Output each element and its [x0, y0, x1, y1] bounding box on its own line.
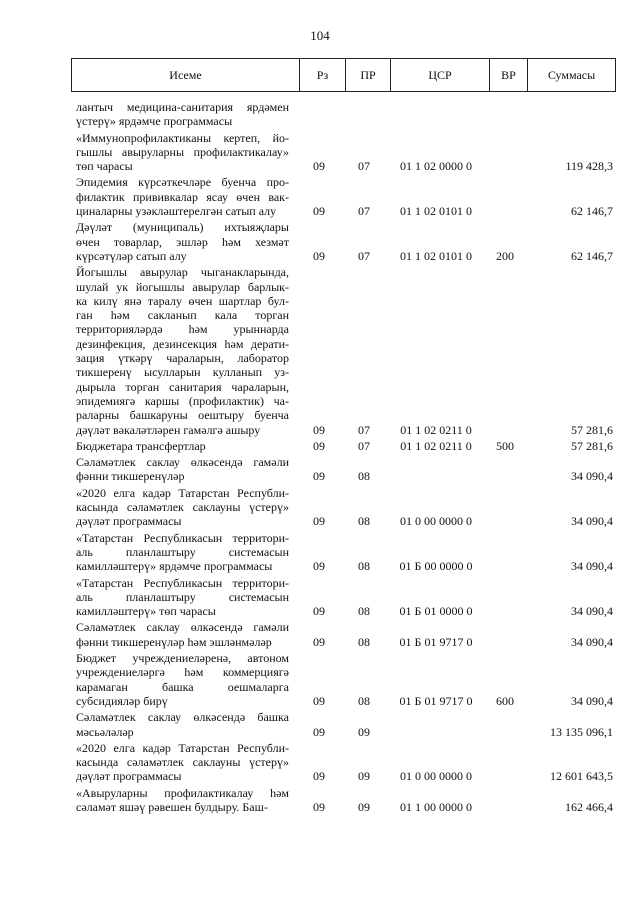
- row-name-line: «Иммунопрофилактиканы кертеп, йо-: [76, 130, 289, 145]
- row-name: [76, 220, 289, 263]
- row-pr: 07: [358, 159, 370, 174]
- table-row: [0, 265, 640, 439]
- row-rz: 09: [313, 604, 325, 619]
- row-vr: 600: [496, 693, 514, 708]
- row-name-line: фәнни тикшеренүләр һәм эшләнмәләр: [76, 634, 272, 649]
- row-name-line: лантыч медицина-санитария ярдәмен: [76, 100, 289, 114]
- row-name-line: «2020 елга кадәр Татарстан Республи-: [76, 740, 289, 755]
- row-rz: 09: [313, 514, 325, 529]
- row-rz: 09: [313, 693, 325, 708]
- row-name-line: Бюджетара трансфертлар: [76, 438, 206, 453]
- table-body: [0, 100, 640, 816]
- row-rz: 09: [313, 204, 325, 219]
- row-name-line: «Авыруларны профилактикалау һәм: [76, 785, 289, 800]
- row-name-line: дәүләт программасы: [76, 514, 182, 529]
- table-row: [0, 100, 640, 131]
- row-name: [76, 439, 289, 453]
- row-sum: 12 601 643,5: [550, 769, 613, 784]
- row-rz: 09: [313, 634, 325, 649]
- row-name-line: Дәүләт (муниципаль) ихтыяҗлары: [76, 220, 289, 235]
- table-row: [0, 710, 640, 741]
- row-pr: 09: [358, 799, 370, 814]
- table-row: [0, 455, 640, 486]
- table-row: [0, 131, 640, 176]
- row-sum: 62 146,7: [571, 204, 613, 219]
- page-number: 104: [310, 28, 330, 43]
- row-name: [76, 531, 289, 574]
- row-name-line: күрсәтүләр сатып алу: [76, 248, 187, 263]
- row-vr: 500: [496, 438, 514, 453]
- row-rz: 09: [313, 799, 325, 814]
- row-name-line: зация үткәрү чараларын, лаборатор: [76, 351, 289, 366]
- row-csr: 01 Б 01 9717 0: [399, 693, 473, 708]
- row-rz: 09: [313, 469, 325, 484]
- row-sum: 119 428,3: [565, 159, 613, 174]
- row-name-line: камилләштерү» ярдәмче программасы: [76, 559, 273, 574]
- row-csr: 01 Б 01 9717 0: [399, 634, 473, 649]
- table-row: [0, 220, 640, 265]
- table-row: [0, 741, 640, 786]
- table-header: [71, 58, 616, 92]
- row-sum: 34 090,4: [571, 634, 613, 649]
- row-csr: 01 Б 01 0000 0: [399, 604, 473, 619]
- row-pr: 07: [358, 438, 370, 453]
- row-name-line: үстерү» ярдәмче программасы: [76, 114, 233, 129]
- row-name-line: аль планлаштыру системасын: [76, 589, 289, 604]
- row-pr: 07: [358, 204, 370, 219]
- row-name: [76, 741, 289, 784]
- table-row: [0, 175, 640, 220]
- row-pr: 08: [358, 514, 370, 529]
- row-rz: 09: [313, 248, 325, 263]
- row-name-line: «2020 елга кадәр Татарстан Республи-: [76, 485, 289, 500]
- row-rz: 09: [313, 769, 325, 784]
- row-name: [76, 175, 289, 218]
- row-pr: 08: [358, 469, 370, 484]
- row-csr: 01 0 00 0000 0: [400, 514, 472, 529]
- row-name-line: гышлы авыруларны профилактикалау»: [76, 144, 289, 159]
- row-name-line: эпидемиягә каршы (профилактик) ча-: [76, 393, 289, 408]
- row-name-line: карамаган башка оешмаларга: [76, 679, 289, 694]
- row-sum: 34 090,4: [571, 693, 613, 708]
- row-csr: 01 1 00 0000 0: [400, 799, 472, 814]
- table-row: [0, 620, 640, 651]
- row-name-line: раларны башкаруны оештыру буенча: [76, 408, 289, 423]
- row-sum: 62 146,7: [571, 248, 613, 263]
- row-pr: 08: [358, 634, 370, 649]
- row-csr: 01 1 02 0101 0: [400, 204, 472, 219]
- row-name: [76, 455, 289, 484]
- header-pr: ПР: [345, 59, 390, 91]
- row-sum: 34 090,4: [571, 514, 613, 529]
- row-sum: 34 090,4: [571, 469, 613, 484]
- row-name: [76, 100, 289, 129]
- row-csr: 01 1 02 0000 0: [400, 159, 472, 174]
- row-name-line: сәламәт яшәү рәвешен булдыру. Баш-: [76, 799, 268, 814]
- table-row: [0, 576, 640, 621]
- table-row: [0, 486, 640, 531]
- row-sum: 34 090,4: [571, 559, 613, 574]
- row-name: [76, 486, 289, 529]
- row-name-line: Сәламәтлек саклау өлкәсендә башка: [76, 710, 289, 725]
- row-name-line: касында сәламәтлек саклауны үстерү»: [76, 500, 289, 515]
- row-name: [76, 576, 289, 619]
- row-name-line: ка килү янә таралу өчен шартлар бул-: [76, 293, 289, 308]
- row-csr: 01 1 02 0211 0: [400, 422, 472, 437]
- row-rz: 09: [313, 559, 325, 574]
- table-row: [0, 786, 640, 817]
- row-name-line: Эпидемия күрсәткечләре буенча про-: [76, 175, 289, 190]
- header-sum: Суммасы: [527, 59, 615, 91]
- row-pr: 07: [358, 248, 370, 263]
- row-name-line: филактик прививкалар ясау өчен вак-: [76, 189, 289, 204]
- row-vr: 200: [496, 248, 514, 263]
- row-name-line: субсидияләр бирү: [76, 693, 168, 708]
- row-sum: 57 281,6: [571, 422, 613, 437]
- row-csr: 01 0 00 0000 0: [400, 769, 472, 784]
- row-name-line: Бюджет учреждениеләренә, автоном: [76, 651, 289, 666]
- row-pr: 09: [358, 724, 370, 739]
- table-row: [0, 651, 640, 710]
- row-name-line: территорияләрдә һәм урыннарда: [76, 322, 289, 337]
- row-pr: 08: [358, 604, 370, 619]
- row-name-line: камилләштерү» төп чарасы: [76, 604, 216, 619]
- row-name-line: Йогышлы авырулар чыганакларында,: [76, 265, 289, 280]
- row-name-line: «Татарстан Республикасын территори-: [76, 575, 289, 590]
- header-vr: ВР: [489, 59, 527, 91]
- row-csr: 01 1 02 0101 0: [400, 248, 472, 263]
- row-name-line: дырыла торган санитария чараларын,: [76, 379, 289, 394]
- row-name-line: циналарны узәкләштерелгән сатып алу: [76, 204, 277, 219]
- row-csr: 01 Б 00 0000 0: [399, 559, 473, 574]
- row-rz: 09: [313, 438, 325, 453]
- row-pr: 09: [358, 769, 370, 784]
- row-name-line: аль планлаштыру системасын: [76, 544, 289, 559]
- row-name-line: өчен товарлар, эшләр һәм хезмәт: [76, 234, 289, 249]
- row-pr: 08: [358, 559, 370, 574]
- row-name-line: касында сәламәтлек саклауны үстерү»: [76, 755, 289, 770]
- row-name-line: тикшеренү ысулларын кулланып уз-: [76, 365, 289, 380]
- row-sum: 57 281,6: [571, 438, 613, 453]
- row-name: [76, 265, 289, 437]
- row-name: [76, 131, 289, 174]
- row-sum: 13 135 096,1: [550, 724, 613, 739]
- row-rz: 09: [313, 159, 325, 174]
- header-csr: ЦСР: [390, 59, 489, 91]
- row-name-line: фәнни тикшеренүләр: [76, 469, 185, 484]
- row-pr: 08: [358, 693, 370, 708]
- row-name-line: дәүләт вәкаләтләрен гамәлгә ашыру: [76, 422, 261, 437]
- header-rz: Рз: [299, 59, 345, 91]
- row-name-line: төп чарасы: [76, 159, 133, 174]
- row-name-line: мәсьәләләр: [76, 724, 134, 739]
- row-sum: 162 466,4: [565, 799, 613, 814]
- row-name-line: Сәламәтлек саклау өлкәсендә гамәли: [76, 620, 289, 635]
- row-name: [76, 620, 289, 649]
- row-name-line: «Татарстан Республикасын территори-: [76, 530, 289, 545]
- row-name: [76, 710, 289, 739]
- row-pr: 07: [358, 422, 370, 437]
- row-name: [76, 651, 289, 708]
- row-sum: 34 090,4: [571, 604, 613, 619]
- row-rz: 09: [313, 724, 325, 739]
- table-row: [0, 531, 640, 576]
- row-name-line: дезинфекция, дезинсекция һәм дерати-: [76, 336, 289, 351]
- row-rz: 09: [313, 422, 325, 437]
- row-name: [76, 786, 289, 815]
- row-name-line: ган һәм сакланып кала торган: [76, 308, 289, 323]
- row-name-line: Сәламәтлек саклау өлкәсендә гамәли: [76, 455, 289, 470]
- row-csr: 01 1 02 0211 0: [400, 438, 472, 453]
- table-row: [0, 439, 640, 455]
- row-name-line: учреждениеләргә һәм коммерциягә: [76, 665, 289, 680]
- row-name-line: шулай ук йогышлы авырулар барлык-: [76, 279, 289, 294]
- header-name: Исеме: [169, 68, 202, 82]
- row-name-line: дәүләт программасы: [76, 769, 182, 784]
